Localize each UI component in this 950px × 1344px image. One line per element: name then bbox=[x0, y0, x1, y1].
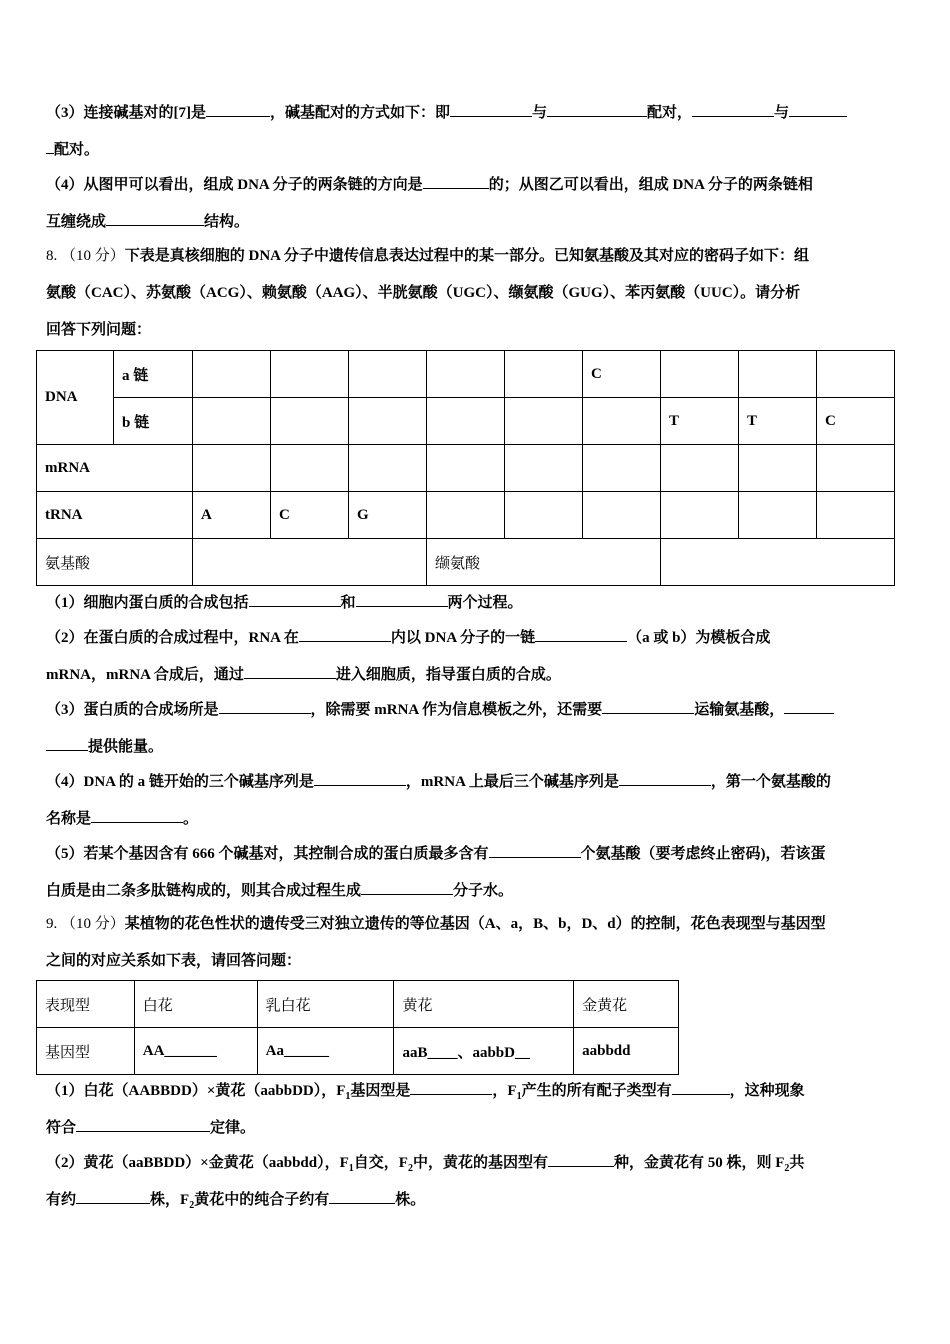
text: （2）在蛋白质的合成过程中，RNA 在 bbox=[46, 630, 299, 646]
cell: C bbox=[817, 398, 895, 445]
table-row-mrna bbox=[37, 445, 895, 492]
cell: 金黄花 bbox=[574, 981, 679, 1028]
text: 基因型是 bbox=[350, 1083, 411, 1099]
cell bbox=[505, 351, 583, 398]
text: 下表是真核细胞的 DNA 分子中遗传信息表达过程中的某一部分。已知氨基酸及其对应的密码子如下：组 bbox=[124, 248, 809, 264]
question-score: （10 分） bbox=[61, 916, 125, 932]
cell bbox=[739, 351, 817, 398]
q8-p3-line2 bbox=[46, 736, 163, 757]
text: 的；从图乙可以看出，组成 DNA 分子的两条链相 bbox=[488, 177, 813, 193]
answer-blank[interactable] bbox=[329, 1189, 395, 1204]
q8-p1 bbox=[46, 592, 523, 613]
cell bbox=[427, 351, 505, 398]
table-row-phenotype bbox=[37, 981, 679, 1028]
q9-p1-line2 bbox=[46, 1117, 255, 1138]
cell bbox=[739, 445, 817, 492]
cell: Aa______ bbox=[257, 1028, 394, 1075]
text: 名称是 bbox=[46, 811, 92, 827]
text: 黄花中的纯合子约有 bbox=[194, 1192, 330, 1208]
answer-blank[interactable] bbox=[547, 102, 647, 117]
text: 配对， bbox=[647, 105, 693, 121]
q9-p2-line1 bbox=[46, 1152, 804, 1179]
cell bbox=[505, 445, 583, 492]
cell bbox=[583, 398, 661, 445]
text: mRNA，mRNA 合成后，通过 bbox=[46, 667, 244, 683]
q8-p4-line2 bbox=[46, 808, 198, 829]
answer-blank[interactable] bbox=[692, 102, 774, 117]
answer-blank[interactable] bbox=[249, 592, 341, 607]
q9-p1-line1 bbox=[46, 1080, 805, 1107]
cell bbox=[349, 351, 427, 398]
answer-blank[interactable] bbox=[602, 699, 694, 714]
text: 与 bbox=[774, 105, 790, 121]
cell: 乳白花 bbox=[257, 981, 394, 1028]
cell bbox=[817, 445, 895, 492]
subscript: 2 bbox=[407, 1163, 413, 1174]
answer-blank[interactable] bbox=[314, 771, 406, 786]
cell bbox=[661, 492, 739, 539]
cell bbox=[427, 492, 505, 539]
cell bbox=[427, 445, 505, 492]
text: 中，黄花的基因型有 bbox=[412, 1155, 548, 1171]
text: 两个过程。 bbox=[447, 595, 523, 611]
q8-stem-line3 bbox=[46, 320, 151, 340]
text: （2）黄花（aaBBDD）×金黄花（aabbdd），F bbox=[46, 1155, 349, 1171]
cell bbox=[505, 398, 583, 445]
q8-p2-line2 bbox=[46, 664, 561, 685]
text: 进入细胞质，指导蛋白质的合成。 bbox=[335, 667, 561, 683]
text: （1）白花（AABBDD）×黄花（aabbDD），F bbox=[46, 1083, 346, 1099]
text: （5）若某个基因含有 666 个碱基对，其控制合成的蛋白质最多含有 bbox=[46, 846, 489, 862]
cell bbox=[661, 445, 739, 492]
answer-blank[interactable] bbox=[299, 627, 391, 642]
q8-stem-line1 bbox=[46, 246, 809, 266]
text: ，碱基配对的方式如下：即 bbox=[270, 105, 451, 121]
cell: G bbox=[349, 492, 427, 539]
text: 定律。 bbox=[210, 1120, 256, 1136]
q7-part3-line1 bbox=[46, 102, 847, 123]
table-row-trna bbox=[37, 492, 895, 539]
text: 产生的所有配子类型有 bbox=[521, 1083, 672, 1099]
flower-color-table bbox=[36, 980, 679, 1075]
text: 互缠绕成 bbox=[46, 214, 107, 230]
cell bbox=[271, 398, 349, 445]
dna-expression-table bbox=[36, 350, 895, 586]
cell bbox=[427, 398, 505, 445]
q8-p4-line1 bbox=[46, 771, 831, 792]
cell bbox=[661, 539, 895, 586]
answer-blank[interactable] bbox=[46, 139, 54, 154]
cell bbox=[271, 351, 349, 398]
q8-p5-line2 bbox=[46, 880, 513, 901]
answer-blank[interactable] bbox=[784, 699, 834, 714]
q7-part3-line2 bbox=[46, 139, 99, 160]
cell: T bbox=[661, 398, 739, 445]
text: 株，F bbox=[150, 1192, 190, 1208]
text: （3）蛋白质的合成场所是 bbox=[46, 702, 219, 718]
answer-blank[interactable] bbox=[91, 808, 183, 823]
answer-blank[interactable] bbox=[535, 627, 627, 642]
answer-blank[interactable] bbox=[361, 880, 453, 895]
text: 配对。 bbox=[54, 142, 100, 158]
q9-stem-line2 bbox=[46, 951, 301, 971]
question-score: （10 分） bbox=[61, 248, 125, 264]
text: 和 bbox=[340, 595, 356, 611]
a-chain-label: a 链 bbox=[114, 351, 193, 398]
cell bbox=[817, 492, 895, 539]
answer-blank[interactable] bbox=[219, 699, 311, 714]
q8-p3-line1 bbox=[46, 699, 834, 720]
cell bbox=[193, 539, 427, 586]
cell: 缬氨酸 bbox=[427, 539, 661, 586]
cell: AA_______ bbox=[134, 1028, 257, 1075]
cell: 黄花 bbox=[394, 981, 574, 1028]
text: （a 或 b）为模板合成 bbox=[627, 630, 771, 646]
text: （4）从图甲可以看出，组成 DNA 分子的两条链的方向是 bbox=[46, 177, 423, 193]
answer-blank[interactable] bbox=[672, 1080, 730, 1095]
q7-part4-line1 bbox=[46, 174, 813, 195]
trna-label: tRNA bbox=[37, 492, 193, 539]
text: （3）连接碱基对的[7]是 bbox=[46, 105, 206, 121]
mrna-label: mRNA bbox=[37, 445, 193, 492]
table-row-a-chain bbox=[37, 351, 895, 398]
q8-p5-line1 bbox=[46, 843, 826, 864]
answer-blank[interactable] bbox=[76, 1189, 150, 1204]
text: ，除需要 mRNA 作为信息模板之外，还需要 bbox=[310, 702, 603, 718]
q9-p2-line2 bbox=[46, 1189, 425, 1216]
text: ，mRNA 上最后三个碱基序列是 bbox=[405, 774, 619, 790]
answer-blank[interactable] bbox=[244, 664, 336, 679]
text: 与 bbox=[532, 105, 548, 121]
text: 分子水。 bbox=[453, 883, 514, 899]
answer-blank[interactable] bbox=[76, 1117, 210, 1132]
cell bbox=[271, 445, 349, 492]
text: 内以 DNA 分子的一链 bbox=[390, 630, 536, 646]
q8-p2-line1 bbox=[46, 627, 770, 648]
answer-blank[interactable] bbox=[423, 174, 489, 189]
answer-blank[interactable] bbox=[548, 1152, 614, 1167]
text: 。 bbox=[183, 811, 199, 827]
b-chain-label: b 链 bbox=[114, 398, 193, 445]
text: 氨酸（CAC）、苏氨酸（ACG）、赖氨酸（AAG）、半胱氨酸（UGC）、缬氨酸（GUG）、苯丙氨酸（UUC）。请分析 bbox=[46, 285, 801, 301]
answer-blank[interactable] bbox=[619, 771, 711, 786]
text: 种，金黄花有 50 株，则 F bbox=[613, 1155, 785, 1171]
q8-stem-line2 bbox=[46, 283, 800, 303]
answer-blank[interactable] bbox=[489, 843, 581, 858]
cell bbox=[817, 351, 895, 398]
text: 株。 bbox=[395, 1192, 426, 1208]
cell bbox=[193, 398, 271, 445]
text: 有约 bbox=[46, 1192, 77, 1208]
cell: 白花 bbox=[134, 981, 257, 1028]
text: 符合 bbox=[46, 1120, 77, 1136]
text: （4）DNA 的 a 链开始的三个碱基序列是 bbox=[46, 774, 314, 790]
cell bbox=[349, 398, 427, 445]
text: ，F bbox=[492, 1083, 517, 1099]
subscript: 2 bbox=[189, 1200, 195, 1211]
cell bbox=[349, 445, 427, 492]
answer-blank[interactable] bbox=[46, 736, 88, 751]
text: 回答下列问题： bbox=[46, 322, 152, 338]
cell bbox=[661, 351, 739, 398]
table-row-genotype bbox=[37, 1028, 679, 1075]
text: （1）细胞内蛋白质的合成包括 bbox=[46, 595, 249, 611]
cell: C bbox=[583, 351, 661, 398]
subscript: 1 bbox=[516, 1091, 522, 1102]
cell bbox=[193, 351, 271, 398]
answer-blank[interactable] bbox=[789, 102, 847, 117]
text: 之间的对应关系如下表，请回答问题： bbox=[46, 953, 302, 969]
cell: C bbox=[271, 492, 349, 539]
text: ，这种现象 bbox=[729, 1083, 805, 1099]
text: 自交，F bbox=[353, 1155, 408, 1171]
q9-stem-line1 bbox=[46, 914, 826, 934]
cell bbox=[583, 492, 661, 539]
subscript: 2 bbox=[784, 1163, 790, 1174]
text: 共 bbox=[789, 1155, 805, 1171]
q7-part4-line2 bbox=[46, 211, 249, 232]
answer-blank[interactable] bbox=[106, 211, 204, 226]
cell: aaB____、aabbD__ bbox=[394, 1028, 574, 1075]
phenotype-label: 表现型 bbox=[37, 981, 135, 1028]
table-row-amino-acid bbox=[37, 539, 895, 586]
cell bbox=[505, 492, 583, 539]
answer-blank[interactable] bbox=[206, 102, 270, 117]
answer-blank[interactable] bbox=[410, 1080, 492, 1095]
amino-acid-label: 氨基酸 bbox=[37, 539, 193, 586]
text: 个氨基酸（要考虑终止密码)，若该蛋 bbox=[580, 846, 826, 862]
answer-blank[interactable] bbox=[356, 592, 448, 607]
subscript: 1 bbox=[348, 1163, 354, 1174]
cell: T bbox=[739, 398, 817, 445]
text: 提供能量。 bbox=[88, 739, 164, 755]
subscript: 1 bbox=[345, 1091, 351, 1102]
answer-blank[interactable] bbox=[450, 102, 532, 117]
text: 结构。 bbox=[204, 214, 250, 230]
text: 运输氨基酸， bbox=[694, 702, 785, 718]
cell: aabbdd bbox=[574, 1028, 679, 1075]
text: 某植物的花色性状的遗传受三对独立遗传的等位基因（A、a，B、b，D、d）的控制，花色表现型与基因型 bbox=[124, 916, 826, 932]
genotype-label: 基因型 bbox=[37, 1028, 135, 1075]
text: ，第一个氨基酸的 bbox=[710, 774, 831, 790]
table-row-b-chain bbox=[37, 398, 895, 445]
text: 白质是由二条多肽链构成的，则其合成过程生成 bbox=[46, 883, 362, 899]
cell bbox=[193, 445, 271, 492]
dna-label: DNA bbox=[37, 351, 114, 445]
cell: A bbox=[193, 492, 271, 539]
question-number: 8. bbox=[46, 248, 58, 264]
cell bbox=[583, 445, 661, 492]
question-number: 9. bbox=[46, 916, 58, 932]
cell bbox=[739, 492, 817, 539]
